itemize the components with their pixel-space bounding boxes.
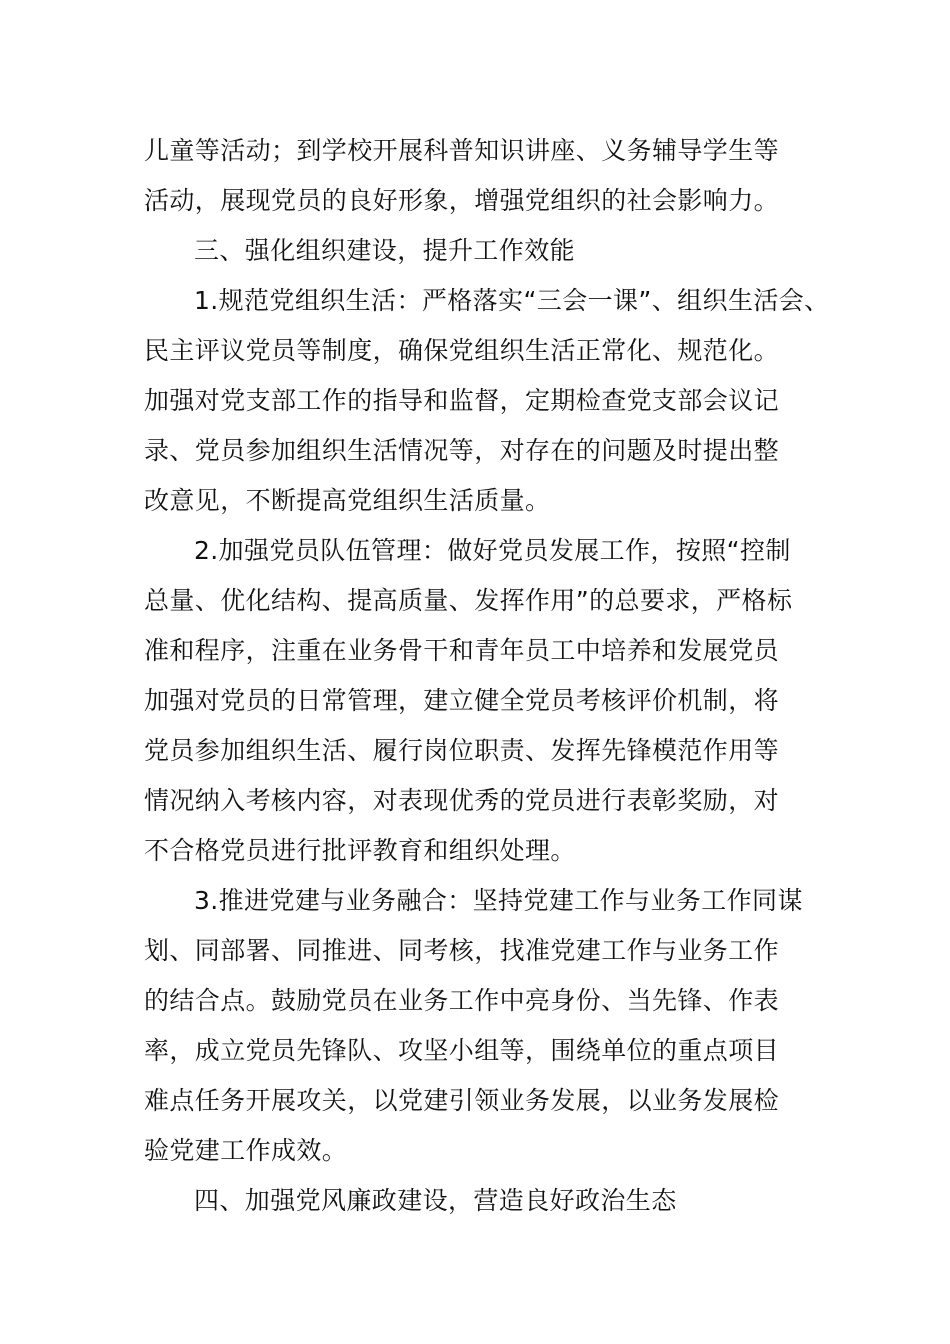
text-line: 党员参加组织生活、履行岗位职责、发挥先锋模范作用等 bbox=[144, 736, 780, 765]
text-line: 活动，展现党员的良好形象，增强党组织的社会影响力。 bbox=[144, 186, 780, 215]
text-line: 录、党员参加组织生活情况等，对存在的问题及时提出整 bbox=[144, 436, 780, 465]
text-line: 率，成立党员先锋队、攻坚小组等，围绕单位的重点项目 bbox=[144, 1036, 780, 1065]
text-line: 总量、优化结构、提高质量、发挥作用”的总要求，严格标 bbox=[144, 586, 793, 615]
text-line: 2.加强党员队伍管理：做好党员发展工作，按照“控制 bbox=[194, 536, 791, 565]
section-heading: 四、加强党风廉政建设，营造良好政治生态 bbox=[194, 1186, 677, 1215]
text-line: 验党建工作成效。 bbox=[144, 1136, 348, 1165]
text-line: 民主评议党员等制度，确保党组织生活正常化、规范化。 bbox=[144, 336, 780, 365]
text-line: 的结合点。鼓励党员在业务工作中亮身份、当先锋、作表 bbox=[144, 986, 780, 1015]
text-line: 改意见，不断提高党组织生活质量。 bbox=[144, 486, 551, 515]
text-line: 加强对党支部工作的指导和监督，定期检查党支部会议记 bbox=[144, 386, 780, 415]
text-line: 不合格党员进行批评教育和组织处理。 bbox=[144, 836, 576, 865]
text-line: 儿童等活动；到学校开展科普知识讲座、义务辅导学生等 bbox=[144, 136, 780, 165]
section-heading: 三、强化组织建设，提升工作效能 bbox=[194, 236, 576, 265]
text-line: 1.规范党组织生活：严格落实“三会一课”、组织生活会、 bbox=[194, 286, 830, 315]
text-line: 划、同部署、同推进、同考核，找准党建工作与业务工作 bbox=[144, 936, 780, 965]
text-line: 3.推进党建与业务融合：坚持党建工作与业务工作同谋 bbox=[194, 886, 803, 915]
text-line: 加强对党员的日常管理，建立健全党员考核评价机制，将 bbox=[144, 686, 780, 715]
text-line: 难点任务开展攻关，以党建引领业务发展，以业务发展检 bbox=[144, 1086, 780, 1115]
text-line: 准和程序，注重在业务骨干和青年员工中培养和发展党员 bbox=[144, 636, 780, 665]
text-line: 情况纳入考核内容，对表现优秀的党员进行表彰奖励，对 bbox=[144, 786, 780, 815]
